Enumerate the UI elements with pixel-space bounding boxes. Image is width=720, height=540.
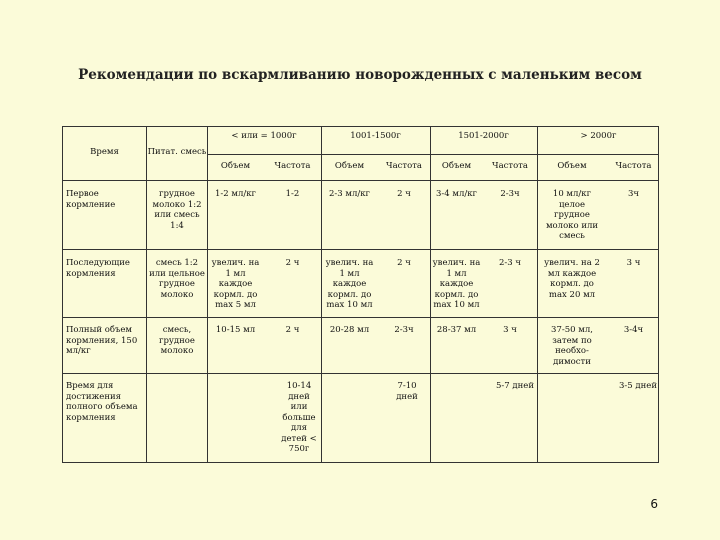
row-2-cell: 2 ч [397,258,411,268]
subheader-frequency: Частота [386,161,422,171]
row-1-cell: 3ч [627,189,640,199]
row-2-cell: 3 ч [626,258,641,268]
header-weight-1: < или = 1000г [231,131,297,141]
row-2-cell: увелич. на 2 мл каждое кормл. до max 20 мл [544,258,600,300]
row-2-food: смесь 1:2 или цельное грудное молоко [149,258,205,300]
grid-line [321,127,322,462]
feeding-table [62,126,659,463]
grid-line [63,373,658,374]
subheader-volume: Объем [441,161,472,171]
row-2-cell: 2-3 ч [498,258,521,268]
row-4-duration: 7-10 дней [396,381,418,402]
grid-line [63,317,658,318]
row-1-cell: 3-4 мл/кг [435,189,478,199]
header-weight-2: 1001-1500г [350,131,401,141]
row-2-cell: увелич. на 1 мл каждое кормл. до max 5 мл [211,258,260,310]
grid-line [430,127,431,462]
page-number: 6 [650,497,658,511]
header-time: Время [90,147,119,157]
subheader-volume: Объем [557,161,587,171]
grid-line [537,127,538,462]
row-1-cell: 2-3 мл/кг [328,189,371,199]
row-3-food: смесь, грудное молоко [159,325,195,356]
row-4-duration: 3-5 дней [619,381,657,391]
row-1-cell: 1-2 мл/кг [214,189,257,199]
header-weight-4: > 2000г [580,131,617,141]
grid-line [207,154,658,155]
grid-line [63,180,658,181]
row-1-cell: 10 мл/кг целое грудное молоко или смесь [545,189,599,241]
row-1-time: Первое кормление [66,189,116,210]
row-1-food: грудное молоко 1:2 или смесь 1:4 [152,189,202,231]
subheader-volume: Объем [334,161,365,171]
grid-line [63,249,658,250]
row-3-cell: 10-15 мл [215,325,256,335]
row-3-time: Полный объем кормления, 150 мл/кг [66,325,138,356]
header-weight-3: 1501-2000г [458,131,509,141]
row-3-cell: 37-50 мл, затем по необхо-димости [551,325,593,367]
row-3-cell: 2-3ч [394,325,414,335]
grid-line [146,127,147,462]
subheader-frequency: Частота [492,161,528,171]
grid-line [207,127,208,462]
row-1-cell: 1-2 [285,189,300,199]
row-4-time: Время для достижения полного объема кормления [66,381,138,423]
subheader-frequency: Частота [615,161,652,171]
row-2-cell: увелич. на 1 мл каждое кормл. до max 10 мл [432,258,481,310]
row-3-cell: 3-4ч [623,325,644,335]
row-3-cell: 3 ч [503,325,517,335]
slide-title: Рекомендации по вскармливанию новорожденных с маленьким весом [78,67,642,83]
subheader-frequency: Частота [274,161,311,171]
row-2-cell: 2 ч [285,258,300,268]
row-1-cell: 2 ч [397,189,411,199]
row-4-duration: 10-14 дней или больше для детей < 750г [281,381,317,454]
row-2-cell: увелич. на 1 мл каждое кормл. до max 10 мл [325,258,374,310]
row-2-time: Последующие кормления [66,258,130,279]
row-3-cell: 20-28 мл [329,325,370,335]
header-food: Питат. смесь [147,147,207,157]
row-3-cell: 28-37 мл [436,325,477,335]
row-3-cell: 2 ч [285,325,300,335]
subheader-volume: Объем [220,161,251,171]
row-1-cell: 2-3ч [500,189,520,199]
row-4-duration: 5-7 дней [496,381,534,391]
